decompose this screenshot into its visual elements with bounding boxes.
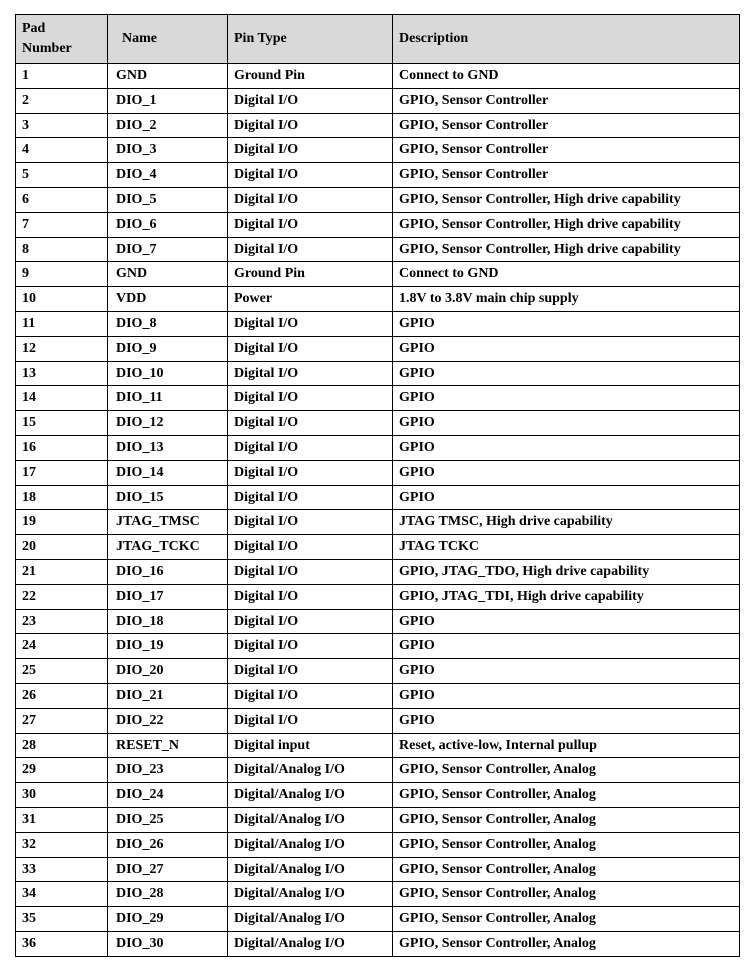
pin-name-cell: DIO_6 <box>108 212 228 237</box>
table-row <box>16 683 740 708</box>
pad-number-cell: 36 <box>16 931 108 956</box>
description-cell: GPIO <box>393 485 740 510</box>
pin-type-cell: Digital/Analog I/O <box>228 857 393 882</box>
header-description: Description <box>393 15 740 64</box>
pin-name-cell: DIO_27 <box>108 857 228 882</box>
table-row <box>16 460 740 485</box>
description-cell: GPIO, Sensor Controller, Analog <box>393 882 740 907</box>
pin-name-cell: DIO_11 <box>108 386 228 411</box>
description-cell: GPIO <box>393 361 740 386</box>
pad-number-cell: 6 <box>16 187 108 212</box>
pin-type-cell: Digital I/O <box>228 634 393 659</box>
description-cell: GPIO <box>393 659 740 684</box>
table-row <box>16 138 740 163</box>
pin-name-cell: DIO_22 <box>108 708 228 733</box>
pin-name-cell: DIO_16 <box>108 559 228 584</box>
table-row <box>16 113 740 138</box>
pin-type-cell: Digital I/O <box>228 88 393 113</box>
pin-name-cell: DIO_20 <box>108 659 228 684</box>
pin-name-cell: JTAG_TCKC <box>108 535 228 560</box>
pin-name-cell: DIO_25 <box>108 807 228 832</box>
pin-type-cell: Ground Pin <box>228 64 393 89</box>
pad-number-cell: 35 <box>16 907 108 932</box>
pad-number-cell: 15 <box>16 411 108 436</box>
pin-type-cell: Power <box>228 287 393 312</box>
pin-name-cell: JTAG_TMSC <box>108 510 228 535</box>
description-cell: GPIO, Sensor Controller, High drive capability <box>393 187 740 212</box>
pin-name-cell: DIO_18 <box>108 609 228 634</box>
description-cell: GPIO, Sensor Controller, Analog <box>393 857 740 882</box>
table-row <box>16 411 740 436</box>
description-cell: JTAG TCKC <box>393 535 740 560</box>
table-row <box>16 609 740 634</box>
pad-number-cell: 28 <box>16 733 108 758</box>
table-row <box>16 733 740 758</box>
pin-type-cell: Digital I/O <box>228 708 393 733</box>
table-row <box>16 262 740 287</box>
table-row <box>16 559 740 584</box>
pin-type-cell: Digital I/O <box>228 138 393 163</box>
pin-description-table <box>15 14 740 957</box>
pin-type-cell: Digital I/O <box>228 311 393 336</box>
pin-name-cell: DIO_5 <box>108 187 228 212</box>
table-row <box>16 88 740 113</box>
pad-number-cell: 20 <box>16 535 108 560</box>
pin-type-cell: Digital input <box>228 733 393 758</box>
pin-type-cell: Digital I/O <box>228 435 393 460</box>
pin-type-cell: Digital I/O <box>228 584 393 609</box>
pad-number-cell: 17 <box>16 460 108 485</box>
pin-type-cell: Ground Pin <box>228 262 393 287</box>
pad-number-cell: 2 <box>16 88 108 113</box>
table-row <box>16 584 740 609</box>
pin-name-cell: DIO_24 <box>108 783 228 808</box>
pad-number-cell: 29 <box>16 758 108 783</box>
pad-number-cell: 32 <box>16 832 108 857</box>
table-row <box>16 435 740 460</box>
pin-name-cell: DIO_12 <box>108 411 228 436</box>
pin-type-cell: Digital I/O <box>228 411 393 436</box>
description-cell: GPIO, Sensor Controller <box>393 163 740 188</box>
pin-name-cell: VDD <box>108 287 228 312</box>
pad-number-cell: 10 <box>16 287 108 312</box>
pad-number-cell: 1 <box>16 64 108 89</box>
pin-type-cell: Digital I/O <box>228 113 393 138</box>
pin-name-cell: DIO_23 <box>108 758 228 783</box>
header-pad-line2: Number <box>22 41 72 56</box>
description-cell: GPIO <box>393 460 740 485</box>
pad-number-cell: 7 <box>16 212 108 237</box>
table-row <box>16 907 740 932</box>
description-cell: GPIO, JTAG_TDO, High drive capability <box>393 559 740 584</box>
pin-name-cell: DIO_30 <box>108 931 228 956</box>
table-row <box>16 857 740 882</box>
pin-type-cell: Digital I/O <box>228 460 393 485</box>
table-header <box>16 15 740 64</box>
table-row <box>16 832 740 857</box>
table-row <box>16 634 740 659</box>
table-row <box>16 659 740 684</box>
table-row <box>16 882 740 907</box>
pin-type-cell: Digital/Analog I/O <box>228 882 393 907</box>
table-row <box>16 212 740 237</box>
description-cell: GPIO, Sensor Controller <box>393 113 740 138</box>
pin-name-cell: DIO_2 <box>108 113 228 138</box>
table-row <box>16 758 740 783</box>
description-cell: GPIO, JTAG_TDI, High drive capability <box>393 584 740 609</box>
pin-type-cell: Digital I/O <box>228 386 393 411</box>
pad-number-cell: 30 <box>16 783 108 808</box>
description-cell: Connect to GND <box>393 64 740 89</box>
description-cell: GPIO, Sensor Controller, High drive capability <box>393 212 740 237</box>
description-cell: GPIO <box>393 435 740 460</box>
description-cell: GPIO, Sensor Controller <box>393 138 740 163</box>
table-row <box>16 807 740 832</box>
pin-name-cell: DIO_8 <box>108 311 228 336</box>
pin-name-cell: DIO_3 <box>108 138 228 163</box>
description-cell: GPIO <box>393 683 740 708</box>
pin-type-cell: Digital/Analog I/O <box>228 931 393 956</box>
pad-number-cell: 8 <box>16 237 108 262</box>
description-cell: GPIO, Sensor Controller <box>393 88 740 113</box>
description-cell: GPIO, Sensor Controller, Analog <box>393 907 740 932</box>
description-cell: GPIO, Sensor Controller, Analog <box>393 758 740 783</box>
pin-type-cell: Digital/Analog I/O <box>228 758 393 783</box>
pad-number-cell: 5 <box>16 163 108 188</box>
pin-name-cell: DIO_17 <box>108 584 228 609</box>
pin-name-cell: DIO_15 <box>108 485 228 510</box>
header-pin-type: Pin Type <box>228 15 393 64</box>
pin-type-cell: Digital I/O <box>228 361 393 386</box>
table-row <box>16 336 740 361</box>
pad-number-cell: 13 <box>16 361 108 386</box>
pin-name-cell: DIO_26 <box>108 832 228 857</box>
description-cell: GPIO, Sensor Controller, Analog <box>393 832 740 857</box>
pad-number-cell: 4 <box>16 138 108 163</box>
description-cell: GPIO <box>393 708 740 733</box>
pin-type-cell: Digital I/O <box>228 237 393 262</box>
pin-type-cell: Digital I/O <box>228 212 393 237</box>
table-row <box>16 510 740 535</box>
description-cell: 1.8V to 3.8V main chip supply <box>393 287 740 312</box>
table-row <box>16 163 740 188</box>
description-cell: GPIO, Sensor Controller, Analog <box>393 783 740 808</box>
table-row <box>16 931 740 956</box>
description-cell: GPIO <box>393 336 740 361</box>
header-row <box>16 15 740 64</box>
pad-number-cell: 22 <box>16 584 108 609</box>
table-row <box>16 287 740 312</box>
pin-name-cell: DIO_13 <box>108 435 228 460</box>
table-body <box>16 64 740 957</box>
description-cell: GPIO <box>393 411 740 436</box>
table-row <box>16 361 740 386</box>
pad-number-cell: 11 <box>16 311 108 336</box>
pad-number-cell: 26 <box>16 683 108 708</box>
header-pad-number <box>16 15 108 64</box>
pin-name-cell: RESET_N <box>108 733 228 758</box>
pin-name-cell: GND <box>108 262 228 287</box>
table-row <box>16 187 740 212</box>
description-cell: JTAG TMSC, High drive capability <box>393 510 740 535</box>
pin-name-cell: DIO_19 <box>108 634 228 659</box>
pad-number-cell: 16 <box>16 435 108 460</box>
description-cell: GPIO, Sensor Controller, High drive capability <box>393 237 740 262</box>
pin-name-cell: DIO_14 <box>108 460 228 485</box>
description-cell: GPIO, Sensor Controller, Analog <box>393 931 740 956</box>
header-pad-line1: Pad <box>22 21 46 36</box>
pin-type-cell: Digital I/O <box>228 510 393 535</box>
pin-type-cell: Digital I/O <box>228 559 393 584</box>
pin-type-cell: Digital/Analog I/O <box>228 807 393 832</box>
pin-type-cell: Digital I/O <box>228 485 393 510</box>
pad-number-cell: 19 <box>16 510 108 535</box>
description-cell: GPIO <box>393 609 740 634</box>
pin-type-cell: Digital/Analog I/O <box>228 907 393 932</box>
table-row <box>16 783 740 808</box>
table-row <box>16 64 740 89</box>
pin-type-cell: Digital/Analog I/O <box>228 832 393 857</box>
pad-number-cell: 3 <box>16 113 108 138</box>
pin-type-cell: Digital/Analog I/O <box>228 783 393 808</box>
pin-name-cell: DIO_1 <box>108 88 228 113</box>
description-cell: Connect to GND <box>393 262 740 287</box>
pad-number-cell: 33 <box>16 857 108 882</box>
pin-type-cell: Digital I/O <box>228 683 393 708</box>
table-row <box>16 708 740 733</box>
pad-number-cell: 25 <box>16 659 108 684</box>
pad-number-cell: 21 <box>16 559 108 584</box>
pad-number-cell: 24 <box>16 634 108 659</box>
pin-name-cell: DIO_10 <box>108 361 228 386</box>
header-name: Name <box>108 15 228 64</box>
pad-number-cell: 14 <box>16 386 108 411</box>
table-row <box>16 311 740 336</box>
table-row <box>16 386 740 411</box>
pin-name-cell: DIO_21 <box>108 683 228 708</box>
pin-type-cell: Digital I/O <box>228 609 393 634</box>
table-row <box>16 237 740 262</box>
pad-number-cell: 34 <box>16 882 108 907</box>
pad-number-cell: 23 <box>16 609 108 634</box>
pin-name-cell: DIO_9 <box>108 336 228 361</box>
description-cell: GPIO, Sensor Controller, Analog <box>393 807 740 832</box>
description-cell: GPIO <box>393 311 740 336</box>
pin-type-cell: Digital I/O <box>228 659 393 684</box>
pad-number-cell: 9 <box>16 262 108 287</box>
pin-name-cell: DIO_7 <box>108 237 228 262</box>
pin-name-cell: DIO_4 <box>108 163 228 188</box>
description-cell: GPIO <box>393 634 740 659</box>
description-cell: Reset, active-low, Internal pullup <box>393 733 740 758</box>
pin-name-cell: DIO_28 <box>108 882 228 907</box>
pin-type-cell: Digital I/O <box>228 163 393 188</box>
description-cell: GPIO <box>393 386 740 411</box>
pin-type-cell: Digital I/O <box>228 187 393 212</box>
pin-name-cell: GND <box>108 64 228 89</box>
pad-number-cell: 18 <box>16 485 108 510</box>
pin-table-container <box>15 14 740 957</box>
table-row <box>16 485 740 510</box>
pin-type-cell: Digital I/O <box>228 535 393 560</box>
pad-number-cell: 27 <box>16 708 108 733</box>
pin-type-cell: Digital I/O <box>228 336 393 361</box>
pin-name-cell: DIO_29 <box>108 907 228 932</box>
pad-number-cell: 12 <box>16 336 108 361</box>
table-row <box>16 535 740 560</box>
pad-number-cell: 31 <box>16 807 108 832</box>
